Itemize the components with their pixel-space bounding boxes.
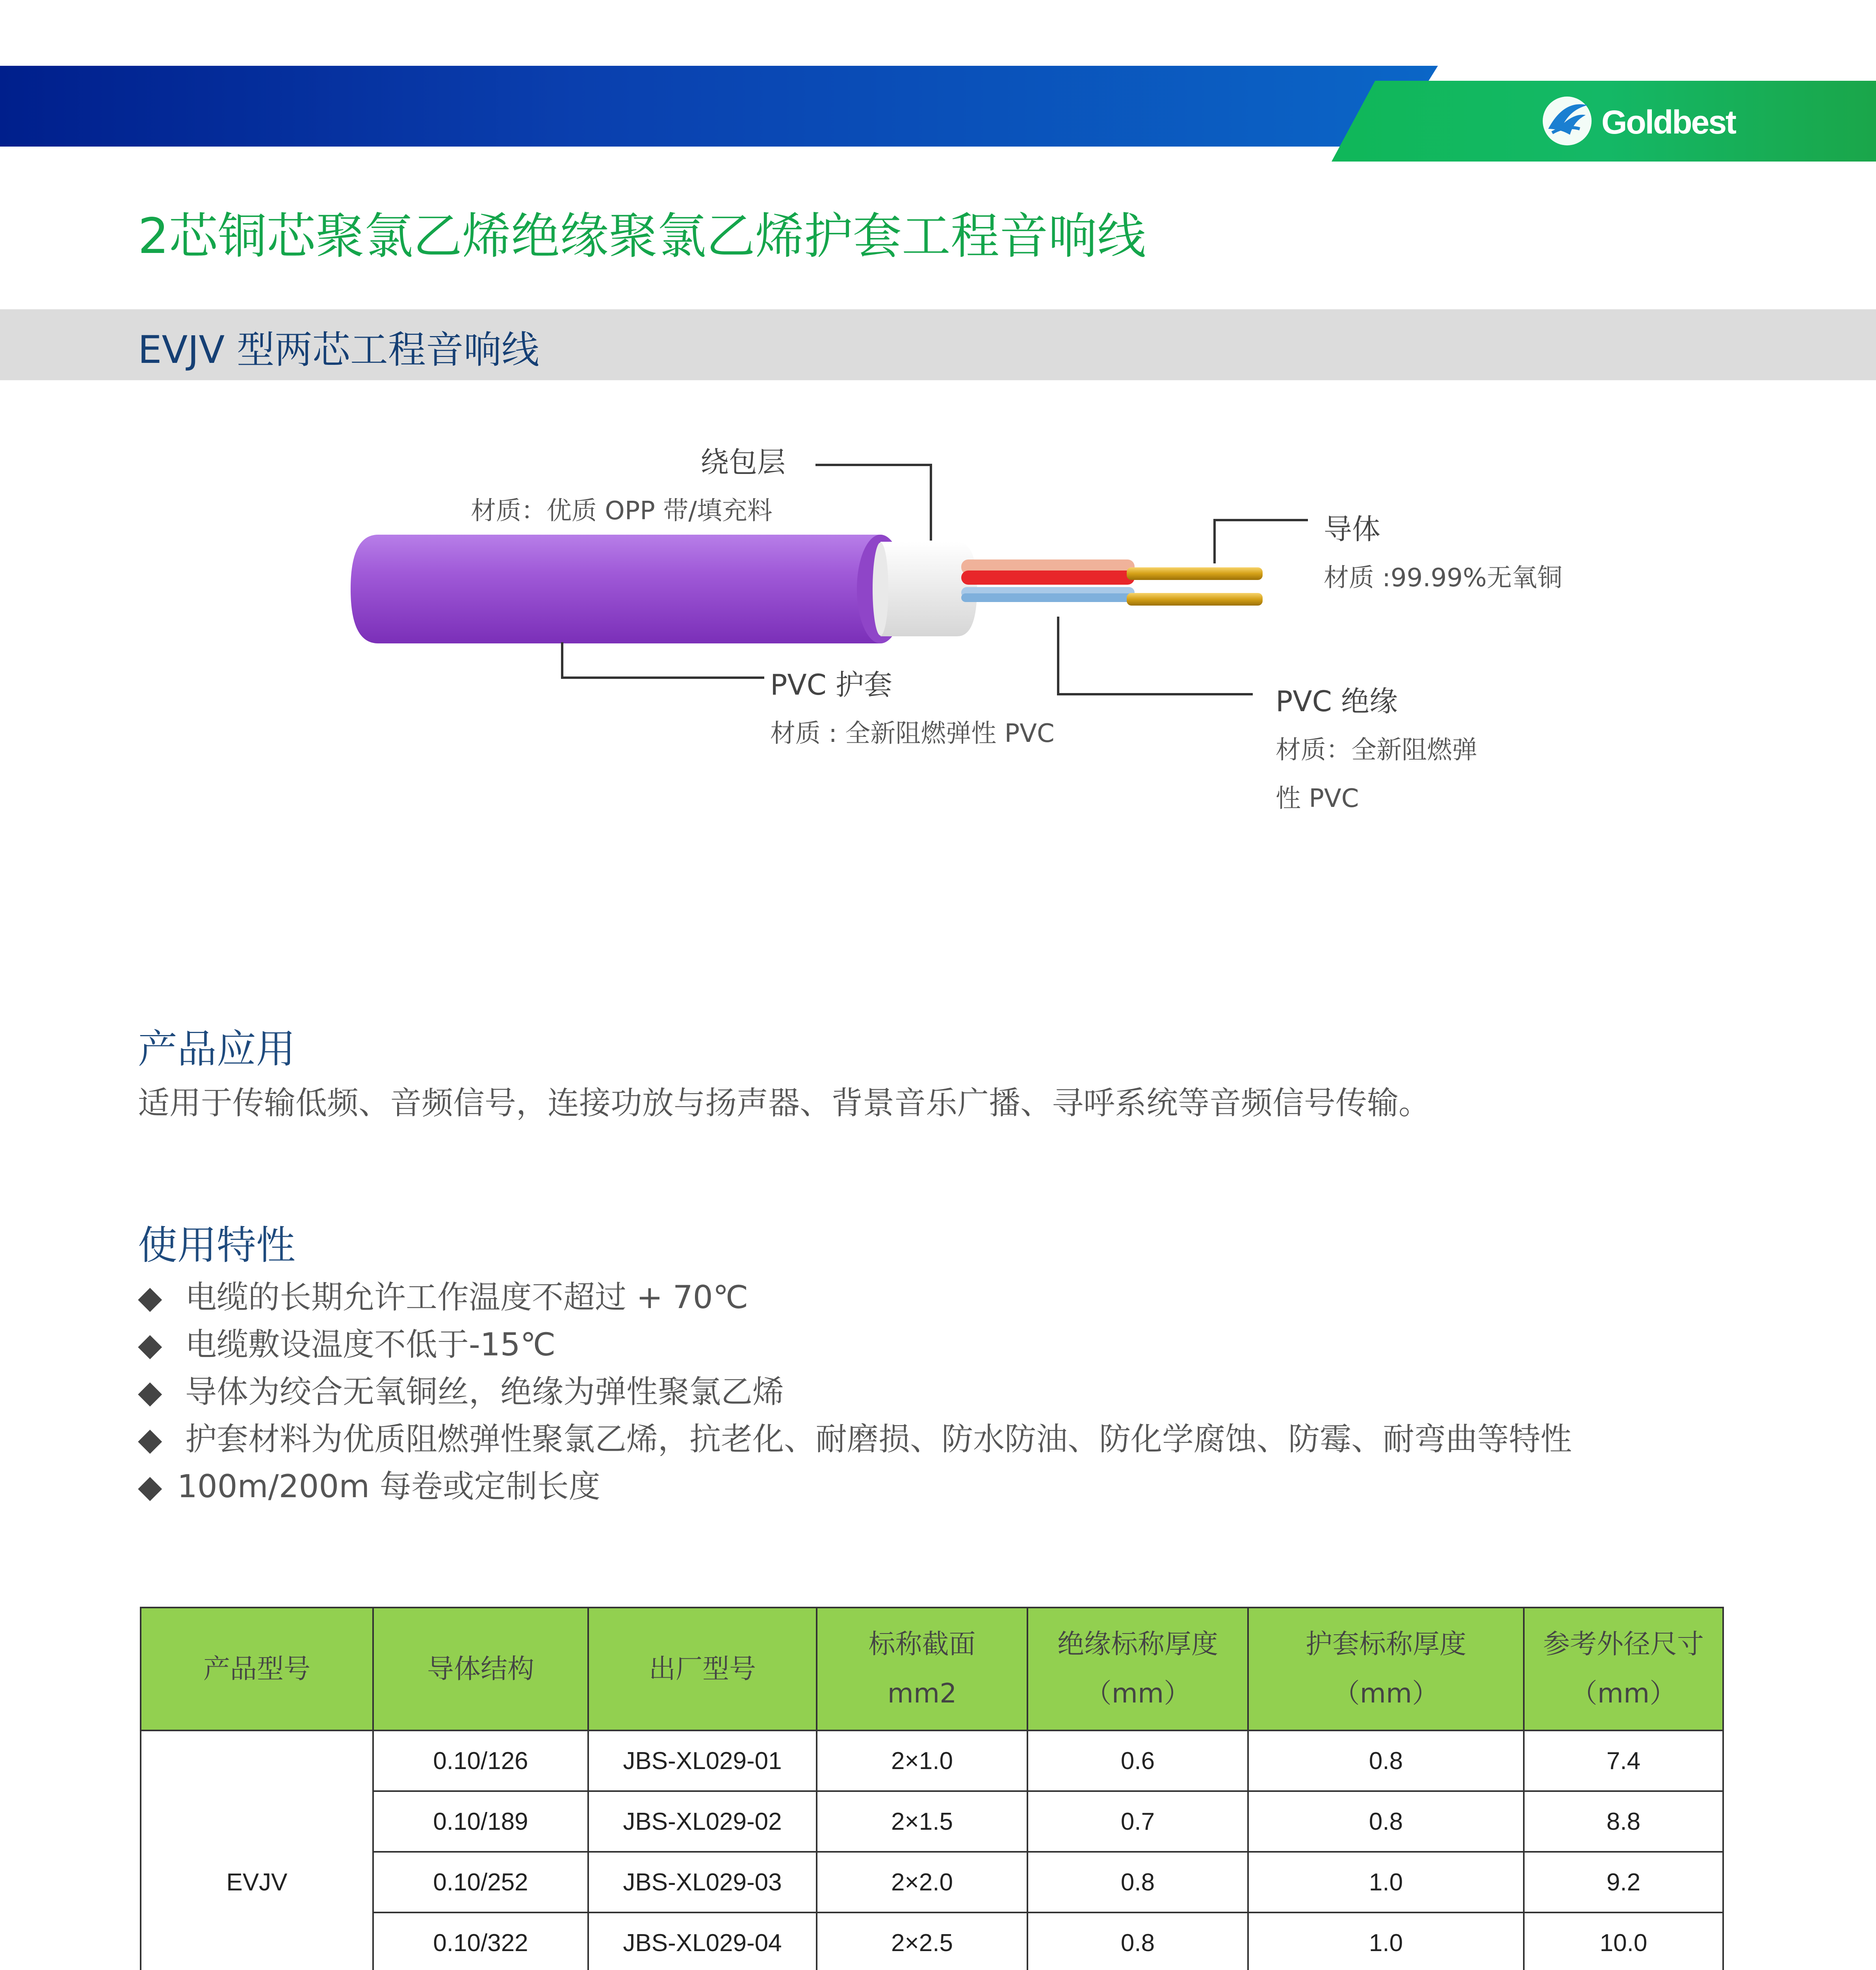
table-row bbox=[141, 1791, 1723, 1852]
insulation-material-line2: 性 PVC bbox=[1276, 784, 1359, 813]
table-cell: 1.0 bbox=[1248, 1912, 1524, 1970]
diamond-bullet-icon: ◆ bbox=[138, 1468, 162, 1505]
header-band-blue bbox=[0, 66, 1438, 147]
table-row bbox=[141, 1852, 1723, 1912]
wrap-layer-label: 绕包层 bbox=[700, 446, 786, 479]
table-cell: 0.10/126 bbox=[373, 1730, 588, 1791]
table-cell: 0.6 bbox=[1027, 1730, 1248, 1791]
conductor-material: 材质 :99.99%无氧铜 bbox=[1324, 563, 1562, 593]
product-subtitle: EVJV 型两芯工程音响线 bbox=[138, 328, 539, 372]
sheath-label: PVC 护套 bbox=[770, 668, 892, 701]
table-cell: 8.8 bbox=[1524, 1791, 1723, 1852]
feature-text: 100m/200m 每卷或定制长度 bbox=[177, 1468, 600, 1505]
table-cell: 0.7 bbox=[1027, 1791, 1248, 1852]
feature-item bbox=[138, 1272, 749, 1317]
table-cell: 0.10/252 bbox=[373, 1852, 588, 1912]
insulation-material-line1: 材质：全新阻燃弹 bbox=[1276, 736, 1477, 765]
page-title: 2芯铜芯聚氯乙烯绝缘聚氯乙烯护套工程音响线 bbox=[138, 208, 1146, 265]
table-cell: JBS-XL029-02 bbox=[588, 1791, 817, 1852]
header-model: 产品型号 bbox=[141, 1608, 373, 1730]
header-cross-section: 标称截面 mm2 bbox=[817, 1608, 1027, 1730]
application-heading: 产品应用 bbox=[138, 1026, 295, 1072]
table-cell: 0.8 bbox=[1248, 1730, 1524, 1791]
features-heading: 使用特性 bbox=[138, 1222, 295, 1268]
feature-text: 护套材料为优质阻燃弹性聚氯乙烯，抗老化、耐磨损、防水防油、防化学腐蚀、防霉、耐弯曲等特性 bbox=[185, 1421, 1572, 1457]
brand-logo-text: Goldbest bbox=[1601, 104, 1736, 141]
table-cell: 0.10/189 bbox=[373, 1791, 588, 1852]
sheath-material: 材质 : 全新阻燃弹性 PVC bbox=[770, 719, 1055, 748]
diamond-bullet-icon: ◆ bbox=[138, 1279, 162, 1316]
table-header-row bbox=[141, 1608, 1723, 1730]
model-cell: EVJV bbox=[141, 1730, 373, 1970]
table-cell: 10.0 bbox=[1524, 1912, 1723, 1970]
table-cell: 2×2.0 bbox=[817, 1852, 1027, 1912]
conductor-label: 导体 bbox=[1324, 513, 1381, 546]
table-cell: 2×2.5 bbox=[817, 1912, 1027, 1970]
header-insulation-thickness: 绝缘标称厚度 （mm） bbox=[1027, 1608, 1248, 1730]
wrap-layer-material: 材质：优质 OPP 带/填充料 bbox=[471, 496, 773, 526]
spec-table bbox=[140, 1607, 1724, 1970]
header-conductor: 导体结构 bbox=[373, 1608, 588, 1730]
table-cell: 0.8 bbox=[1027, 1912, 1248, 1970]
table-cell: 0.10/322 bbox=[373, 1912, 588, 1970]
table-cell: JBS-XL029-01 bbox=[588, 1730, 817, 1791]
table-row bbox=[141, 1912, 1723, 1970]
pvc-sheath-shape bbox=[351, 535, 904, 643]
feature-text: 电缆的长期允许工作温度不超过 + 70℃ bbox=[185, 1279, 749, 1316]
table-cell: 2×1.0 bbox=[817, 1730, 1027, 1791]
table-cell: 0.8 bbox=[1248, 1791, 1524, 1852]
header-sheath-thickness: 护套标称厚度 （mm） bbox=[1248, 1608, 1524, 1730]
cable-structure-diagram bbox=[0, 394, 1876, 867]
wrap-layer-shape bbox=[873, 542, 977, 636]
diamond-bullet-icon: ◆ bbox=[138, 1421, 162, 1457]
diamond-bullet-icon: ◆ bbox=[138, 1373, 162, 1410]
table-cell: JBS-XL029-04 bbox=[588, 1912, 817, 1970]
table-cell: 0.8 bbox=[1027, 1852, 1248, 1912]
copper-conductors-shape bbox=[1127, 567, 1263, 606]
feature-item bbox=[138, 1414, 1572, 1459]
feature-item bbox=[138, 1366, 784, 1412]
feature-text: 电缆敷设温度不低于-15℃ bbox=[185, 1326, 556, 1363]
application-text: 适用于传输低频、音频信号，连接功放与扬声器、背景音乐广播、寻呼系统等音频信号传输。 bbox=[138, 1085, 1430, 1121]
table-cell: JBS-XL029-03 bbox=[588, 1852, 817, 1912]
feature-item bbox=[138, 1319, 556, 1364]
table-cell: 1.0 bbox=[1248, 1852, 1524, 1912]
insulation-label: PVC 绝缘 bbox=[1276, 685, 1398, 718]
header-factory-model: 出厂型号 bbox=[588, 1608, 817, 1730]
table-cell: 9.2 bbox=[1524, 1852, 1723, 1912]
insulated-cores-shape bbox=[961, 559, 1135, 602]
table-cell: 7.4 bbox=[1524, 1730, 1723, 1791]
header-outer-diameter: 参考外径尺寸 （mm） bbox=[1524, 1608, 1723, 1730]
diamond-bullet-icon: ◆ bbox=[138, 1326, 162, 1363]
table-row bbox=[141, 1730, 1723, 1791]
feature-text: 导体为绞合无氧铜丝，绝缘为弹性聚氯乙烯 bbox=[185, 1373, 784, 1410]
table-cell: 2×1.5 bbox=[817, 1791, 1027, 1852]
feature-item bbox=[138, 1461, 600, 1506]
